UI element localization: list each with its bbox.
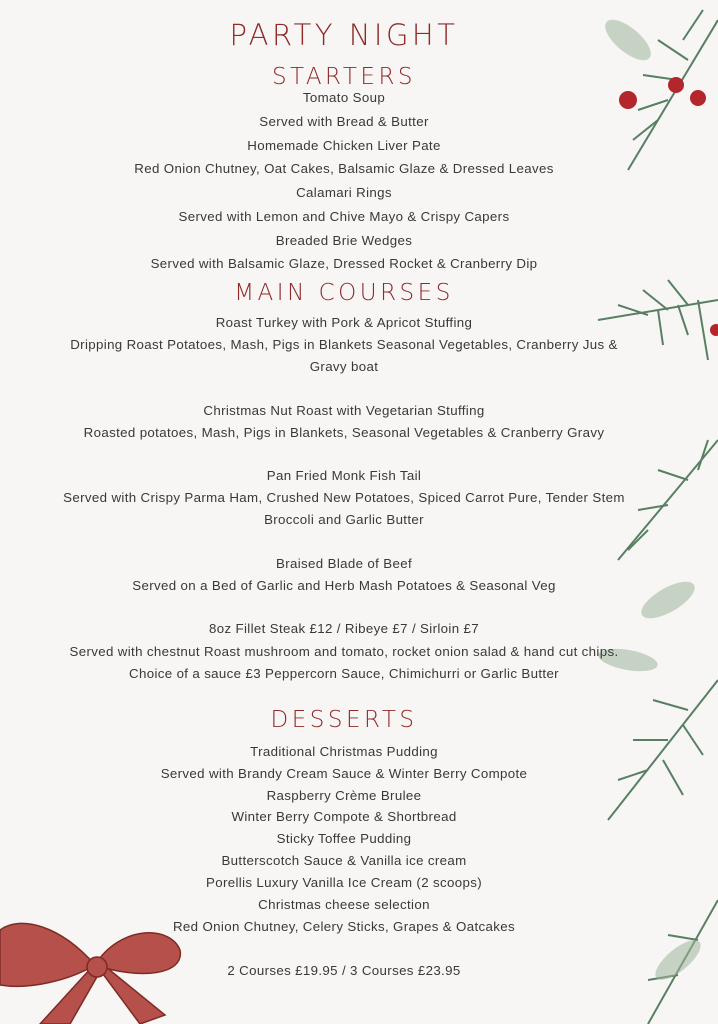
menu-line: Roasted potatoes, Mash, Pigs in Blankets, Seasonal Vegetables & Cranberry Gravy	[83, 425, 605, 440]
menu-line: Breaded Brie Wedges	[275, 233, 413, 248]
menu-line: Winter Berry Compote & Shortbread	[231, 809, 457, 824]
menu-line: Pan Fried Monk Fish Tail	[266, 468, 422, 483]
menu-line: Served with Crispy Parma Ham, Crushed New Potatoes, Spiced Carrot Pure, Tender Stem	[63, 490, 625, 505]
menu-line: Traditional Christmas Pudding	[250, 744, 438, 759]
menu-line: Tomato Soup	[302, 90, 386, 105]
menu-line: Raspberry Crème Brulee	[266, 788, 422, 803]
menu-line: Served with Bread & Butter	[259, 114, 429, 129]
menu-line: Porellis Luxury Vanilla Ice Cream (2 scoops)	[205, 875, 483, 890]
desserts-heading: DESSERTS	[270, 707, 418, 733]
menu-line: Butterscotch Sauce & Vanilla ice cream	[221, 853, 467, 868]
starters-heading: STARTERS	[271, 64, 417, 90]
menu-line: Served with Lemon and Chive Mayo & Crispy Capers	[178, 209, 510, 224]
menu-line: Served with Balsamic Glaze, Dressed Rocket & Cranberry Dip	[150, 256, 538, 271]
menu-line: Calamari Rings	[296, 185, 392, 200]
menu-line: Dripping Roast Potatoes, Mash, Pigs in Blankets Seasonal Vegetables, Cranberry Jus &	[70, 337, 618, 352]
menu-line: Braised Blade of Beef	[276, 556, 412, 571]
page-title: PARTY NIGHT	[229, 18, 459, 52]
menu-line: Roast Turkey with Pork & Apricot Stuffing	[215, 315, 473, 330]
menu-line: Christmas Nut Roast with Vegetarian Stuffing	[203, 403, 485, 418]
menu-line: Sticky Toffee Pudding	[276, 831, 412, 846]
menu-line: Choice of a sauce £3 Peppercorn Sauce, Chimichurri or Garlic Butter	[129, 666, 559, 681]
menu-line: Gravy boat	[309, 359, 379, 374]
course-pricing: 2 Courses £19.95 / 3 Courses £23.95	[227, 963, 461, 978]
menu-line: Homemade Chicken Liver Pate	[247, 138, 441, 153]
menu-line: Red Onion Chutney, Celery Sticks, Grapes & Oatcakes	[172, 919, 516, 934]
menu-line: Served with Brandy Cream Sauce & Winter Berry Compote	[160, 766, 528, 781]
menu-line: Served on a Bed of Garlic and Herb Mash Potatoes & Seasonal Veg	[132, 578, 556, 593]
menu-line: 8oz Fillet Steak £12 / Ribeye £7 / Sirloin £7	[208, 621, 479, 636]
menu-line: Broccoli and Garlic Butter	[264, 512, 424, 527]
main-courses-heading: MAIN COURSES	[234, 280, 454, 306]
menu-line: Red Onion Chutney, Oat Cakes, Balsamic Glaze & Dressed Leaves	[134, 161, 554, 176]
menu-line: Christmas cheese selection	[258, 897, 430, 912]
menu-line: Served with chestnut Roast mushroom and tomato, rocket onion salad & hand cut chips.	[69, 644, 619, 659]
